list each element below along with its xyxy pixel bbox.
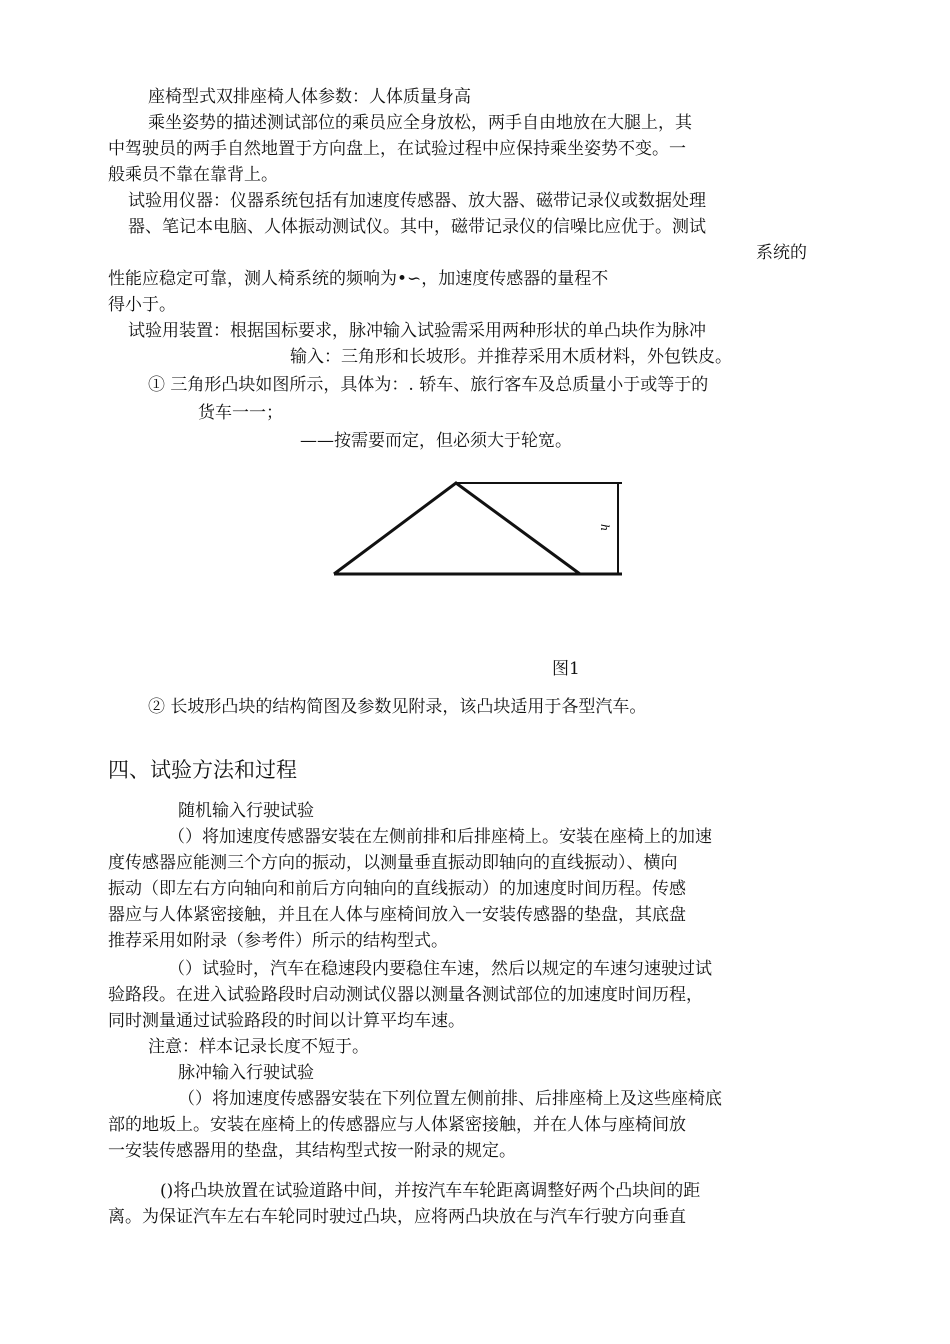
paragraph-line: ()将凸块放置在试验道路中间，并按汽车车轮距离调整好两个凸块间的距 bbox=[160, 1181, 701, 1201]
paragraph-line: 般乘员不靠在靠背上。 bbox=[108, 165, 278, 185]
paragraph-line: 乘坐姿势的描述测试部位的乘员应全身放松，两手自由地放在大腿上，其 bbox=[148, 113, 692, 133]
subsection-title: 脉冲输入行驶试验 bbox=[178, 1063, 314, 1083]
triangle-outline bbox=[334, 483, 580, 574]
paragraph-line: 器、笔记本电脑、人体振动测试仪。其中，磁带记录仪的信噪比应优于。测试 bbox=[128, 217, 706, 237]
paragraph-line: 中驾驶员的两手自然地置于方向盘上，在试验过程中应保持乘坐姿势不变。一 bbox=[108, 139, 686, 159]
paragraph-line: （）将加速度传感器安装在下列位置左侧前排、后排座椅上及这些座椅底 bbox=[178, 1089, 722, 1109]
subsection-title: 随机输入行驶试验 bbox=[178, 801, 314, 821]
paragraph-line: 性能应稳定可靠，测人椅系统的频响为•∽，加速度传感器的量程不 bbox=[108, 269, 609, 289]
paragraph-line: ② 长坡形凸块的结构简图及参数见附录，该凸块适用于各型汽车。 bbox=[148, 697, 647, 717]
paragraph-line: 系统的 bbox=[756, 243, 807, 263]
paragraph-line: （）将加速度传感器安装在左侧前排和后排座椅上。安装在座椅上的加速 bbox=[168, 827, 712, 847]
paragraph-line: （）试验时，汽车在稳速段内要稳住车速，然后以规定的车速匀速驶过试 bbox=[168, 959, 712, 979]
paragraph-line: 试验用仪器：仪器系统包括有加速度传感器、放大器、磁带记录仪或数据处理 bbox=[128, 191, 706, 211]
paragraph-line: 货车一一； bbox=[198, 403, 283, 423]
paragraph-line: ——按需要而定，但必须大于轮宽。 bbox=[300, 431, 572, 451]
height-label: h bbox=[598, 524, 611, 532]
section-heading: 四、试验方法和过程 bbox=[108, 758, 297, 782]
triangle-bump-diagram bbox=[330, 478, 630, 582]
paragraph-line: 得小于。 bbox=[108, 295, 176, 315]
paragraph-line: 验路段。在进入试验路段时启动测试仪器以测量各测试部位的加速度时间历程， bbox=[108, 985, 703, 1005]
paragraph-line: 离。为保证汽车左右车轮同时驶过凸块，应将两凸块放在与汽车行驶方向垂直 bbox=[108, 1207, 686, 1227]
paragraph-line: 输入：三角形和长坡形。并推荐采用木质材料，外包铁皮。 bbox=[290, 347, 732, 367]
paragraph-line: 同时测量通过试验路段的时间以计算平均车速。 bbox=[108, 1011, 465, 1031]
figure-caption: 图1 bbox=[552, 659, 580, 679]
paragraph-line: 部的地坂上。安装在座椅上的传感器应与人体紧密接触，并在人体与座椅间放 bbox=[108, 1115, 686, 1135]
paragraph-line: 振动（即左右方向轴向和前后方向轴向的直线振动）的加速度时间历程。传感 bbox=[108, 879, 686, 899]
paragraph-line: 器应与人体紧密接触，并且在人体与座椅间放入一安装传感器的垫盘，其底盘 bbox=[108, 905, 686, 925]
paragraph-line: 度传感器应能测三个方向的振动，以测量垂直振动即轴向的直线振动）、横向 bbox=[108, 853, 678, 873]
paragraph-line: 试验用装置：根据国标要求，脉冲输入试验需采用两种形状的单凸块作为脉冲 bbox=[128, 321, 706, 341]
note-line: 注意：样本记录长度不短于。 bbox=[148, 1037, 369, 1057]
paragraph-line: ① 三角形凸块如图所示，具体为：. 轿车、旅行客车及总质量小于或等于的 bbox=[148, 375, 709, 395]
paragraph-line: 一安装传感器用的垫盘，其结构型式按一附录的规定。 bbox=[108, 1141, 516, 1161]
paragraph-line: 座椅型式双排座椅人体参数：人体质量身高 bbox=[148, 87, 471, 107]
triangle-bump-figure bbox=[330, 478, 630, 586]
paragraph-line: 推荐采用如附录（参考件）所示的结构型式。 bbox=[108, 931, 448, 951]
